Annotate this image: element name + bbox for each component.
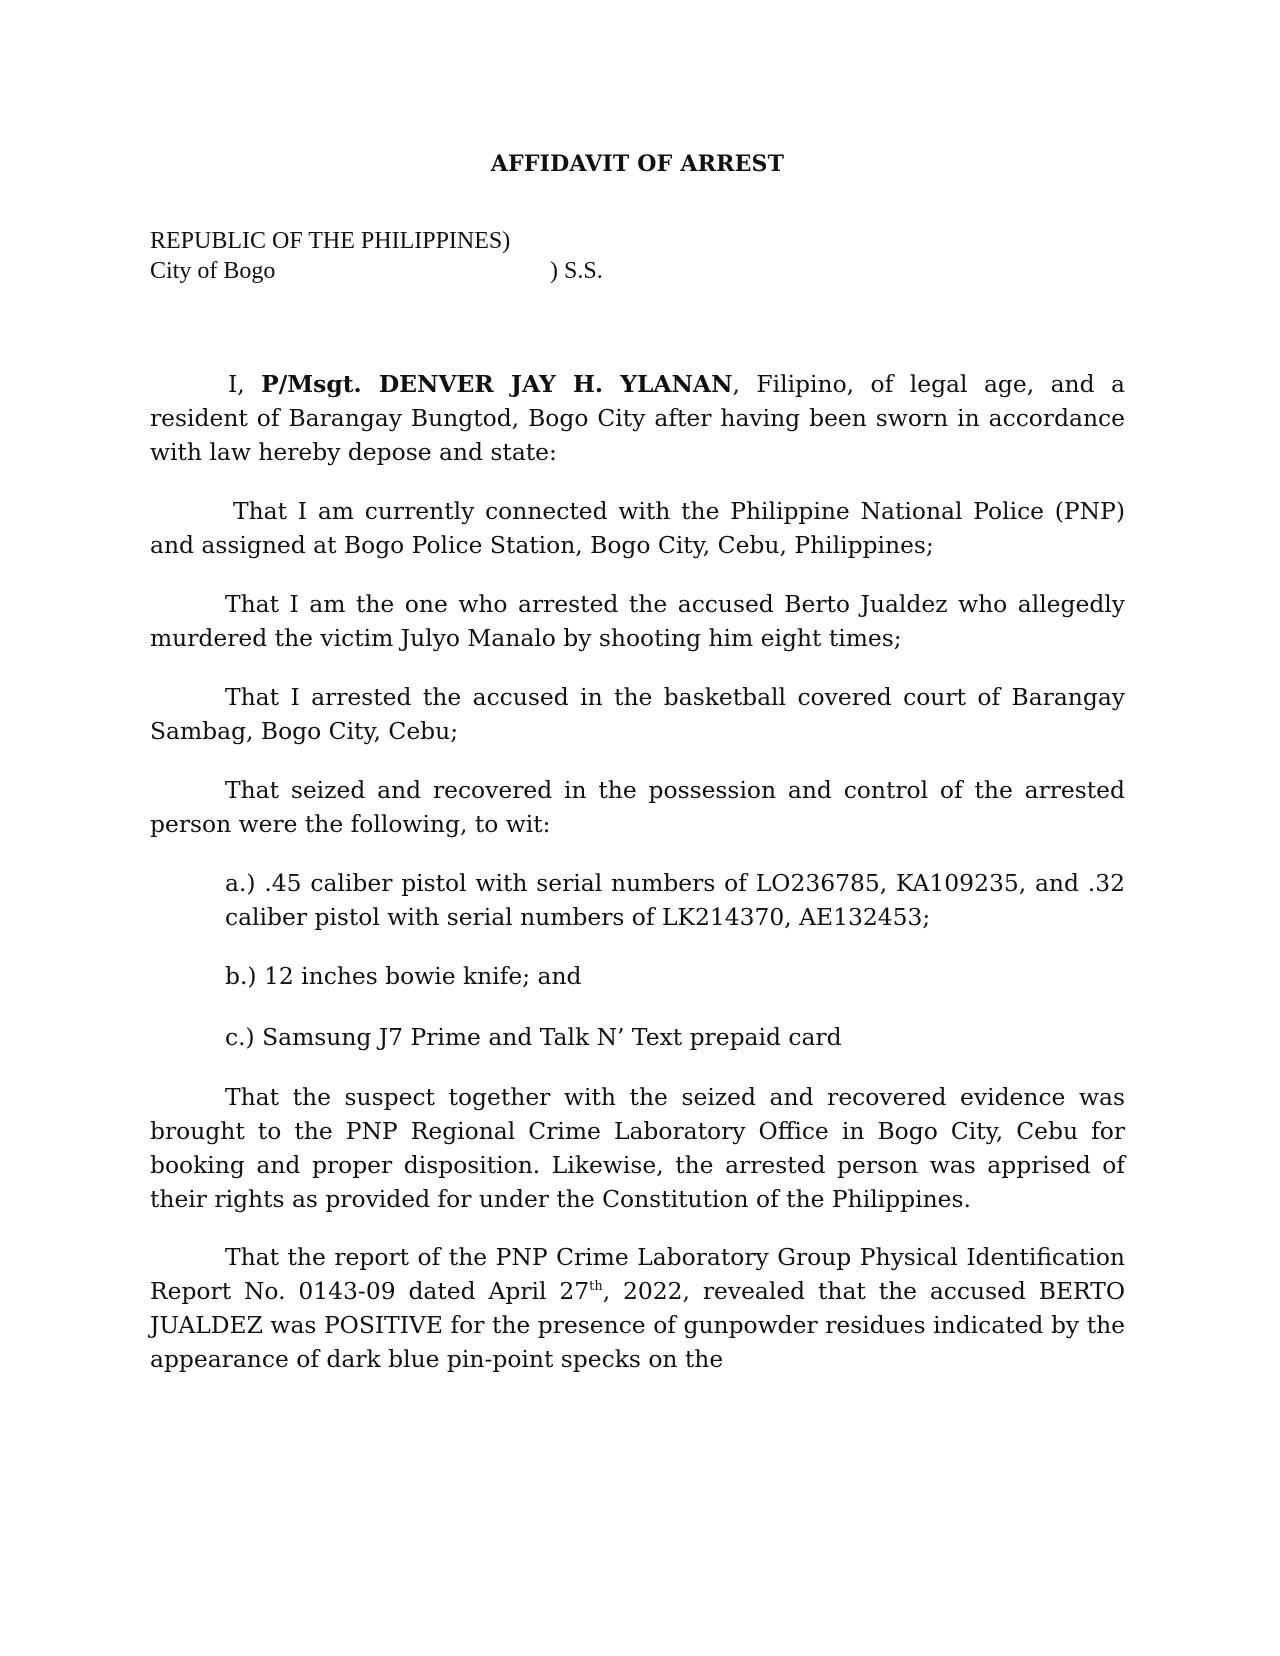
venue-block bbox=[150, 226, 603, 286]
seized-item-a: a.) .45 caliber pistol with serial numbers of LO236785, KA109235, and .32 caliber pistol with serial numbers of LK214370, AE132453; bbox=[225, 869, 1125, 931]
venue-line-city bbox=[150, 256, 603, 286]
venue-city: City of Bogo bbox=[150, 258, 276, 284]
report-superscript: th bbox=[589, 1279, 603, 1294]
paragraph-seized-items: That seized and recovered in the possession and control of the arrested person were the following, to wit: bbox=[150, 776, 1125, 838]
opening-rest: , Filipino, of legal age, and a resident of Barangay Bungtod, Bogo City after having been sworn in accordance with law hereby depose and state: bbox=[150, 370, 1126, 466]
venue-line-republic: REPUBLIC OF THE PHILIPPINES) bbox=[150, 228, 511, 254]
seized-item-c: c.) Samsung J7 Prime and Talk N’ Text prepaid card bbox=[225, 1023, 842, 1051]
paragraph-booking: That the suspect together with the seized and recovered evidence was brought to the PNP Regional Crime Laboratory Office in Bogo City, Cebu for booking and proper disposition. Likewise, the arrested person was apprised of their rights as provided for under the Constitution of the Philippines. bbox=[150, 1083, 1125, 1213]
report-text-part2: , 2022, revealed that the accused BERTO JUALDEZ was POSITIVE for the presence of gunpowder residues indicated by the appearance of dark blue pin-point specks on the bbox=[150, 1277, 1125, 1373]
report-text-part1: That the report of the PNP Crime Laboratory Group Physical Identification Report No. 0143-09 dated April 27 bbox=[150, 1243, 1125, 1305]
seized-item-b: b.) 12 inches bowie knife; and bbox=[225, 962, 582, 990]
paragraph-lab-report bbox=[150, 1240, 1125, 1376]
document-title: AFFIDAVIT OF ARREST bbox=[490, 151, 785, 177]
venue-ss: ) S.S. bbox=[550, 258, 603, 284]
paragraph-arrested-accused: That I am the one who arrested the accused Berto Jualdez who allegedly murdered the victim Julyo Manalo by shooting him eight times; bbox=[150, 590, 1125, 652]
paragraph-pnp-connection: That I am currently connected with the Philippine National Police (PNP) and assigned at Bogo Police Station, Bogo City, Cebu, Philippines; bbox=[150, 497, 1125, 559]
opening-prefix: I, bbox=[228, 370, 262, 398]
opening-paragraph bbox=[150, 367, 1125, 469]
document-page bbox=[150, 0, 1125, 1656]
paragraph-arrest-location: That I arrested the accused in the basketball covered court of Barangay Sambag, Bogo City, Cebu; bbox=[150, 683, 1125, 745]
affiant-name: P/Msgt. DENVER JAY H. YLANAN bbox=[261, 370, 733, 398]
